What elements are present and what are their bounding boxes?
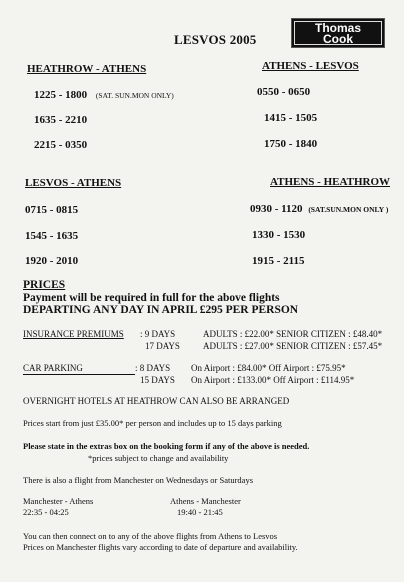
flight-time: 0550 - 0650 bbox=[257, 86, 311, 98]
overnight-hotels-note: OVERNIGHT HOTELS AT HEATHROW CAN ALSO BE ARRANGED bbox=[23, 396, 290, 406]
flight-time: 0715 - 0815 bbox=[25, 204, 79, 216]
flight-time bbox=[250, 203, 388, 215]
flight-time: 1415 - 1505 bbox=[264, 112, 318, 124]
athens-lesvos-heading: ATHENS - LESVOS bbox=[262, 60, 359, 72]
flight-time: 1915 - 2115 bbox=[252, 255, 305, 267]
athens-manchester-time: 19:40 - 21:45 bbox=[177, 507, 223, 517]
flight-time: 1545 - 1635 bbox=[25, 230, 79, 242]
april-price: DEPARTING ANY DAY IN APRIL £295 PER PERSON bbox=[23, 304, 299, 316]
day-restriction-note: (SAT. SUN.MON ONLY) bbox=[95, 91, 174, 100]
flight-time: 2215 - 0350 bbox=[34, 139, 88, 151]
logo-line-2: Cook bbox=[323, 32, 353, 46]
manchester-athens-time: 22:35 - 04:25 bbox=[23, 507, 69, 517]
flight-time: 1635 - 2210 bbox=[34, 114, 88, 126]
page-title: LESVOS 2005 bbox=[174, 32, 257, 47]
insurance-days: : 9 DAYS bbox=[140, 329, 176, 339]
manchester-intro: There is also a flight from Manchester on Wednesdays or Saturdays bbox=[23, 475, 254, 485]
parking-prices: On Airport : £133.00* Off Airport : £114.95* bbox=[191, 375, 355, 385]
day-restriction-note: (SAT.SUN.MON ONLY ) bbox=[308, 205, 389, 214]
lesvos-athens-heading: LESVOS - ATHENS bbox=[25, 177, 122, 189]
logo-line-1: Thomas bbox=[314, 21, 361, 35]
flight-time: 1920 - 2010 bbox=[25, 255, 79, 267]
insurance-prices: ADULTS : £27.00* SENIOR CITIZEN : £57.45* bbox=[203, 341, 383, 351]
thomas-cook-logo bbox=[291, 18, 385, 48]
parking-prices: On Airport : £84.00* Off Airport : £75.95* bbox=[191, 363, 346, 373]
time-range: 1225 - 1800 bbox=[34, 89, 88, 101]
parking-days: : 8 DAYS bbox=[135, 363, 171, 373]
insurance-days: 17 DAYS bbox=[145, 341, 180, 351]
time-range: 0930 - 1120 bbox=[250, 203, 303, 215]
flight-time bbox=[34, 89, 174, 101]
flight-time: 1750 - 1840 bbox=[264, 138, 318, 150]
payment-note: Payment will be required in full for the above flights bbox=[23, 292, 280, 304]
flight-time: 1330 - 1530 bbox=[252, 229, 306, 241]
athens-heathrow-heading: ATHENS - HEATHROW bbox=[270, 176, 390, 188]
insurance-prices: ADULTS : £22.00* SENIOR CITIZEN : £48.40* bbox=[203, 329, 383, 339]
heathrow-athens-heading: HEATHROW - ATHENS bbox=[27, 63, 147, 75]
subject-note: *prices subject to change and availability bbox=[88, 453, 229, 463]
manchester-price-note: Prices on Manchester flights vary according to date of departure and availability. bbox=[23, 542, 298, 552]
insurance-label: INSURANCE PREMIUMS bbox=[23, 329, 124, 339]
athens-manchester-label: Athens - Manchester bbox=[170, 496, 241, 506]
parking-days: 15 DAYS bbox=[140, 375, 175, 385]
car-parking-label: CAR PARKING bbox=[23, 363, 135, 375]
parking-price-note: Prices start from just £35.00* per person and includes up to 15 days parking bbox=[23, 418, 282, 428]
prices-heading: PRICES bbox=[23, 279, 66, 291]
connect-note: You can then connect on to any of the above flights from Athens to Lesvos bbox=[23, 531, 278, 541]
manchester-athens-label: Manchester - Athens bbox=[23, 496, 94, 506]
extras-note: Please state in the extras box on the booking form if any of the above is needed. bbox=[23, 441, 310, 451]
